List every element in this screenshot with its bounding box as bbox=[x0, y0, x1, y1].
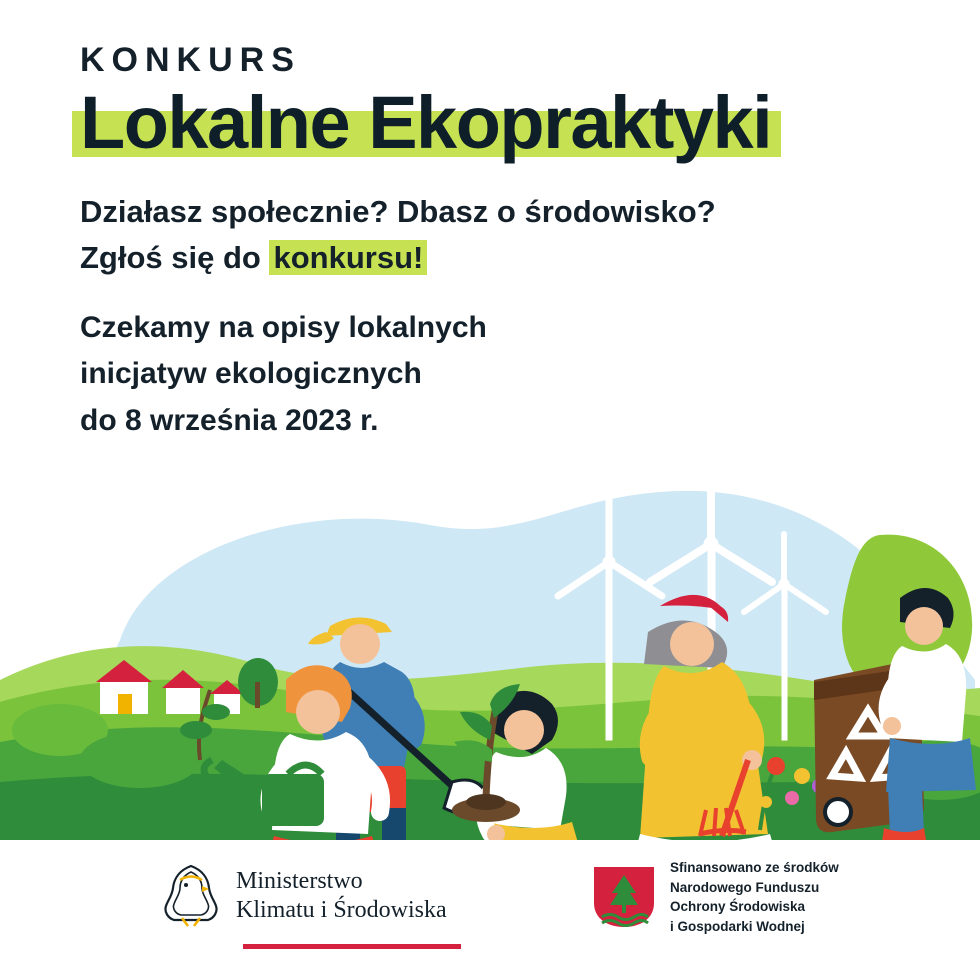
deadline-text bbox=[80, 305, 940, 445]
funding-line-2: Narodowego Funduszu bbox=[670, 879, 820, 895]
funding-block bbox=[590, 858, 839, 936]
lead-line-2-highlight: konkursu! bbox=[269, 240, 427, 275]
title-wrapper bbox=[80, 81, 772, 165]
headline-block bbox=[80, 42, 940, 444]
funding-line-1: Sfinansowano ze środków bbox=[670, 860, 839, 875]
lead-text bbox=[80, 191, 940, 279]
lead-line-1: Działasz społecznie? Dbasz o środowisko? bbox=[80, 193, 716, 229]
ministry-line-2: Klimatu i Środowiska bbox=[236, 897, 447, 923]
eco-community-illustration bbox=[0, 430, 980, 840]
kicker-label: KONKURS bbox=[80, 41, 301, 79]
ministry-line-1: Ministerstwo bbox=[236, 868, 363, 895]
lead-line-2-prefix: Zgłoś się do bbox=[80, 239, 270, 275]
deadline-line-1: Czekamy na opisy lokalnych bbox=[80, 310, 487, 344]
footer-bar bbox=[0, 840, 980, 980]
funding-line-3: Ochrony Środowiska bbox=[670, 899, 806, 915]
ministry-red-rule bbox=[243, 944, 461, 949]
nfosigw-logo bbox=[590, 863, 658, 931]
ministry-name bbox=[236, 867, 447, 925]
deadline-line-3: do 8 września 2023 r. bbox=[80, 403, 379, 437]
deadline-line-2: inicjatyw ekologicznych bbox=[80, 357, 422, 391]
ministry-logo bbox=[160, 862, 447, 930]
funding-line-4: i Gospodarki Wodnej bbox=[670, 918, 805, 934]
polish-eagle-emblem bbox=[160, 862, 222, 930]
funding-text bbox=[670, 858, 839, 936]
lead-line-2 bbox=[80, 237, 940, 279]
page-title: Lokalne Ekopraktyki bbox=[80, 81, 772, 165]
